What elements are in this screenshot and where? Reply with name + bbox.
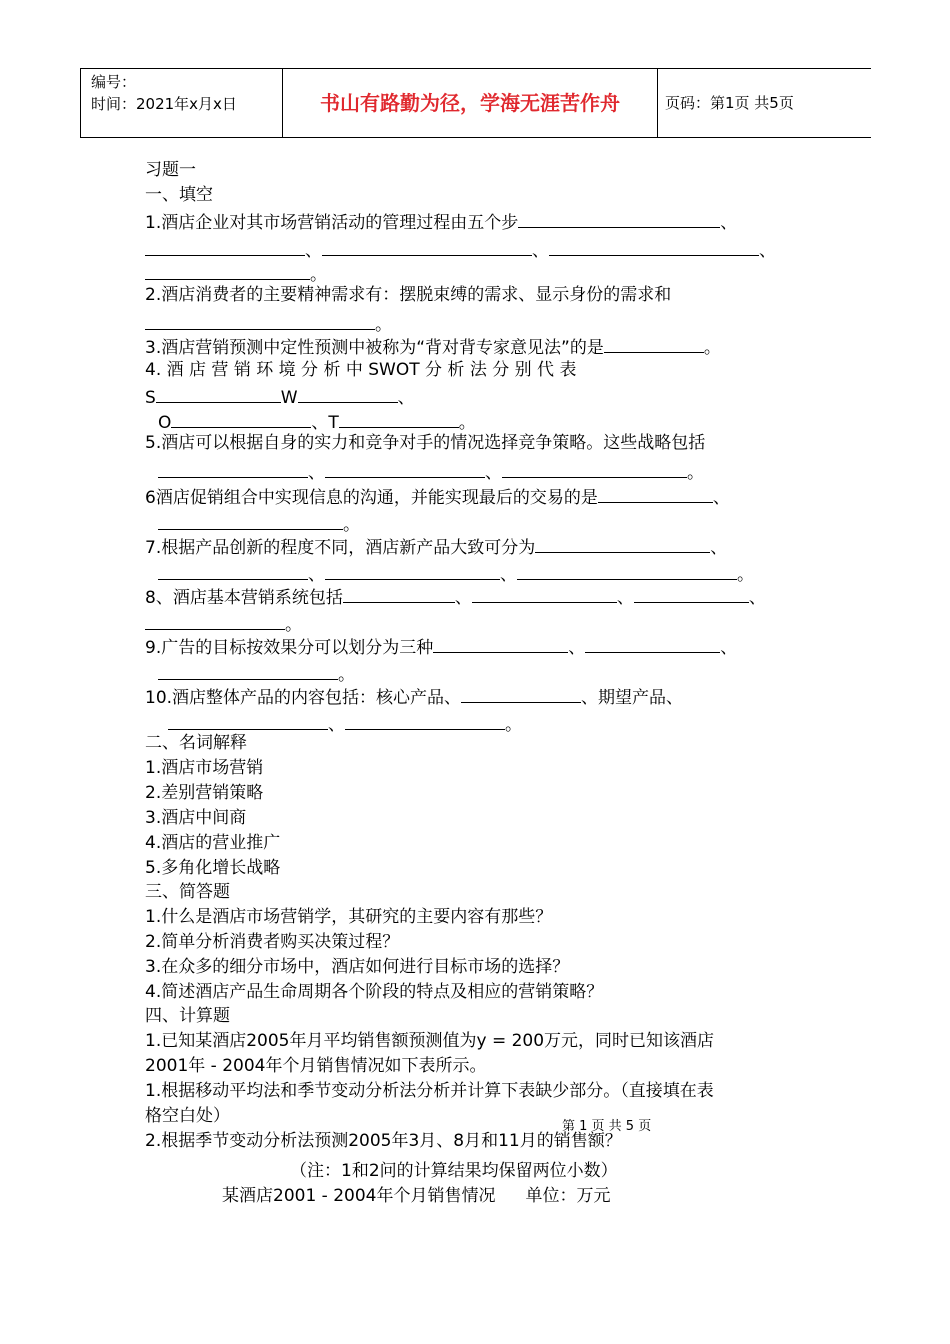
question-7-end: 、 、 。 xyxy=(158,562,754,585)
answer-blank[interactable] xyxy=(325,460,485,478)
section-terms: 二、名词解释 xyxy=(145,733,247,753)
motto: 书山有路勤为径，学海无涯苦作舟 xyxy=(282,69,658,137)
term-2: 2.差别营销策略 xyxy=(145,783,264,803)
question-4-ot: O 、T 。 xyxy=(158,410,476,433)
question-8: 8、酒店基本营销系统包括 、 、 、 xyxy=(145,585,766,608)
question-6-end: 。 xyxy=(158,512,360,535)
time-label: 时间：2021年x月x日 xyxy=(91,95,237,113)
term-1: 1.酒店市场营销 xyxy=(145,758,264,778)
calc-note: （注：1和2问的计算结果均保留两位小数） xyxy=(290,1161,618,1181)
calc-intro-2: 2001年 - 2004年个月销售情况如下表所示。 xyxy=(145,1056,487,1076)
question-2-end: 。 xyxy=(145,312,392,335)
short-answer-1: 1.什么是酒店市场营销学，其研究的主要内容有那些？ xyxy=(145,907,553,927)
question-9: 9.广告的目标按效果分可以划分为三种 、 、 xyxy=(145,635,737,658)
question-10-end: 、 。 xyxy=(168,712,522,735)
question-9-end: 。 xyxy=(158,662,355,685)
question-4-sw: S W 、 xyxy=(145,385,415,408)
answer-blank[interactable] xyxy=(158,460,308,478)
question-1-cont: 、 、 、 xyxy=(145,238,776,261)
table-unit: 单位：万元 xyxy=(525,1186,611,1206)
term-3: 3.酒店中间商 xyxy=(145,808,247,828)
section-fill-blank: 一、填空 xyxy=(145,185,213,205)
answer-blank[interactable] xyxy=(325,562,500,580)
answer-blank[interactable] xyxy=(145,262,310,280)
short-answer-2: 2.简单分析消费者购买决策过程？ xyxy=(145,932,400,952)
answer-blank[interactable] xyxy=(535,535,710,553)
table-title: 某酒店2001 - 2004年个月销售情况 单位：万元 xyxy=(222,1186,611,1206)
question-5-end: 、 、 。 xyxy=(158,460,704,483)
calc-question-1-cont: 格空白处） xyxy=(145,1106,230,1126)
calc-intro-1: 1.已知某酒店2005年月平均销售额预测值为y = 200万元，同时已知该酒店 xyxy=(145,1031,715,1051)
short-answer-4: 4.简述酒店产品生命周期各个阶段的特点及相应的营销策略？ xyxy=(145,982,604,1002)
answer-blank[interactable] xyxy=(171,410,311,428)
answer-blank[interactable] xyxy=(145,312,375,330)
answer-blank[interactable] xyxy=(502,460,687,478)
question-8-end: 。 xyxy=(145,612,302,635)
answer-blank[interactable] xyxy=(298,385,398,403)
question-1: 1.酒店企业对其市场营销活动的管理过程由五个步 、 xyxy=(145,210,737,233)
answer-blank[interactable] xyxy=(549,238,759,256)
answer-blank[interactable] xyxy=(518,210,720,228)
term-4: 4.酒店的营业推广 xyxy=(145,833,281,853)
answer-blank[interactable] xyxy=(585,635,720,653)
question-5: 5.酒店可以根据自身的实力和竞争对手的情况选择竞争策略。这些战略包括 xyxy=(145,433,706,453)
question-6: 6酒店促销组合中实现信息的沟通，并能实现最后的交易的是 、 xyxy=(145,485,730,508)
answer-blank[interactable] xyxy=(345,712,505,730)
question-10: 10.酒店整体产品的内容包括：核心产品、 、期望产品、 xyxy=(145,685,683,708)
term-5: 5.多角化增长战略 xyxy=(145,858,281,878)
answer-blank[interactable] xyxy=(598,485,713,503)
answer-blank[interactable] xyxy=(145,238,305,256)
question-1-end: 。 xyxy=(145,262,327,285)
answer-blank[interactable] xyxy=(433,635,568,653)
number-label: 编号： xyxy=(91,73,137,91)
answer-blank[interactable] xyxy=(472,585,617,603)
section-short-answer: 三、简答题 xyxy=(145,882,230,902)
answer-blank[interactable] xyxy=(517,562,737,580)
page-footer: 第 1 页 共 5 页 xyxy=(562,1119,652,1134)
question-4: 4. 酒 店 营 销 环 境 分 析 中 SWOT 分 析 法 分 别 代 表 xyxy=(145,360,577,380)
page-info: 页码：第1页 共5页 xyxy=(665,94,794,112)
section-calculation: 四、计算题 xyxy=(145,1006,230,1026)
question-7: 7.根据产品创新的程度不同，酒店新产品大致可分为 、 xyxy=(145,535,727,558)
calc-question-2: 2.根据季节变动分析法预测2005年3月、8月和11月的销售额？ xyxy=(145,1131,622,1151)
answer-blank[interactable] xyxy=(322,238,532,256)
answer-blank[interactable] xyxy=(461,685,581,703)
answer-blank[interactable] xyxy=(634,585,749,603)
question-2: 2.酒店消费者的主要精神需求有：摆脱束缚的需求、显示身份的需求和 xyxy=(145,285,672,305)
answer-blank[interactable] xyxy=(156,385,281,403)
answer-blank[interactable] xyxy=(145,612,285,630)
answer-blank[interactable] xyxy=(168,712,328,730)
doc-title: 习题一 xyxy=(145,160,196,180)
answer-blank[interactable] xyxy=(604,335,704,353)
answer-blank[interactable] xyxy=(158,662,338,680)
question-3: 3.酒店营销预测中定性预测中被称为“背对背专家意见法”的是 。 xyxy=(145,335,721,358)
answer-blank[interactable] xyxy=(158,562,308,580)
answer-blank[interactable] xyxy=(343,585,455,603)
answer-blank[interactable] xyxy=(158,512,343,530)
answer-blank[interactable] xyxy=(339,410,459,428)
calc-question-1: 1.根据移动平均法和季节变动分析法分析并计算下表缺少部分。（直接填在表 xyxy=(145,1081,714,1101)
short-answer-3: 3.在众多的细分市场中，酒店如何进行目标市场的选择？ xyxy=(145,957,570,977)
